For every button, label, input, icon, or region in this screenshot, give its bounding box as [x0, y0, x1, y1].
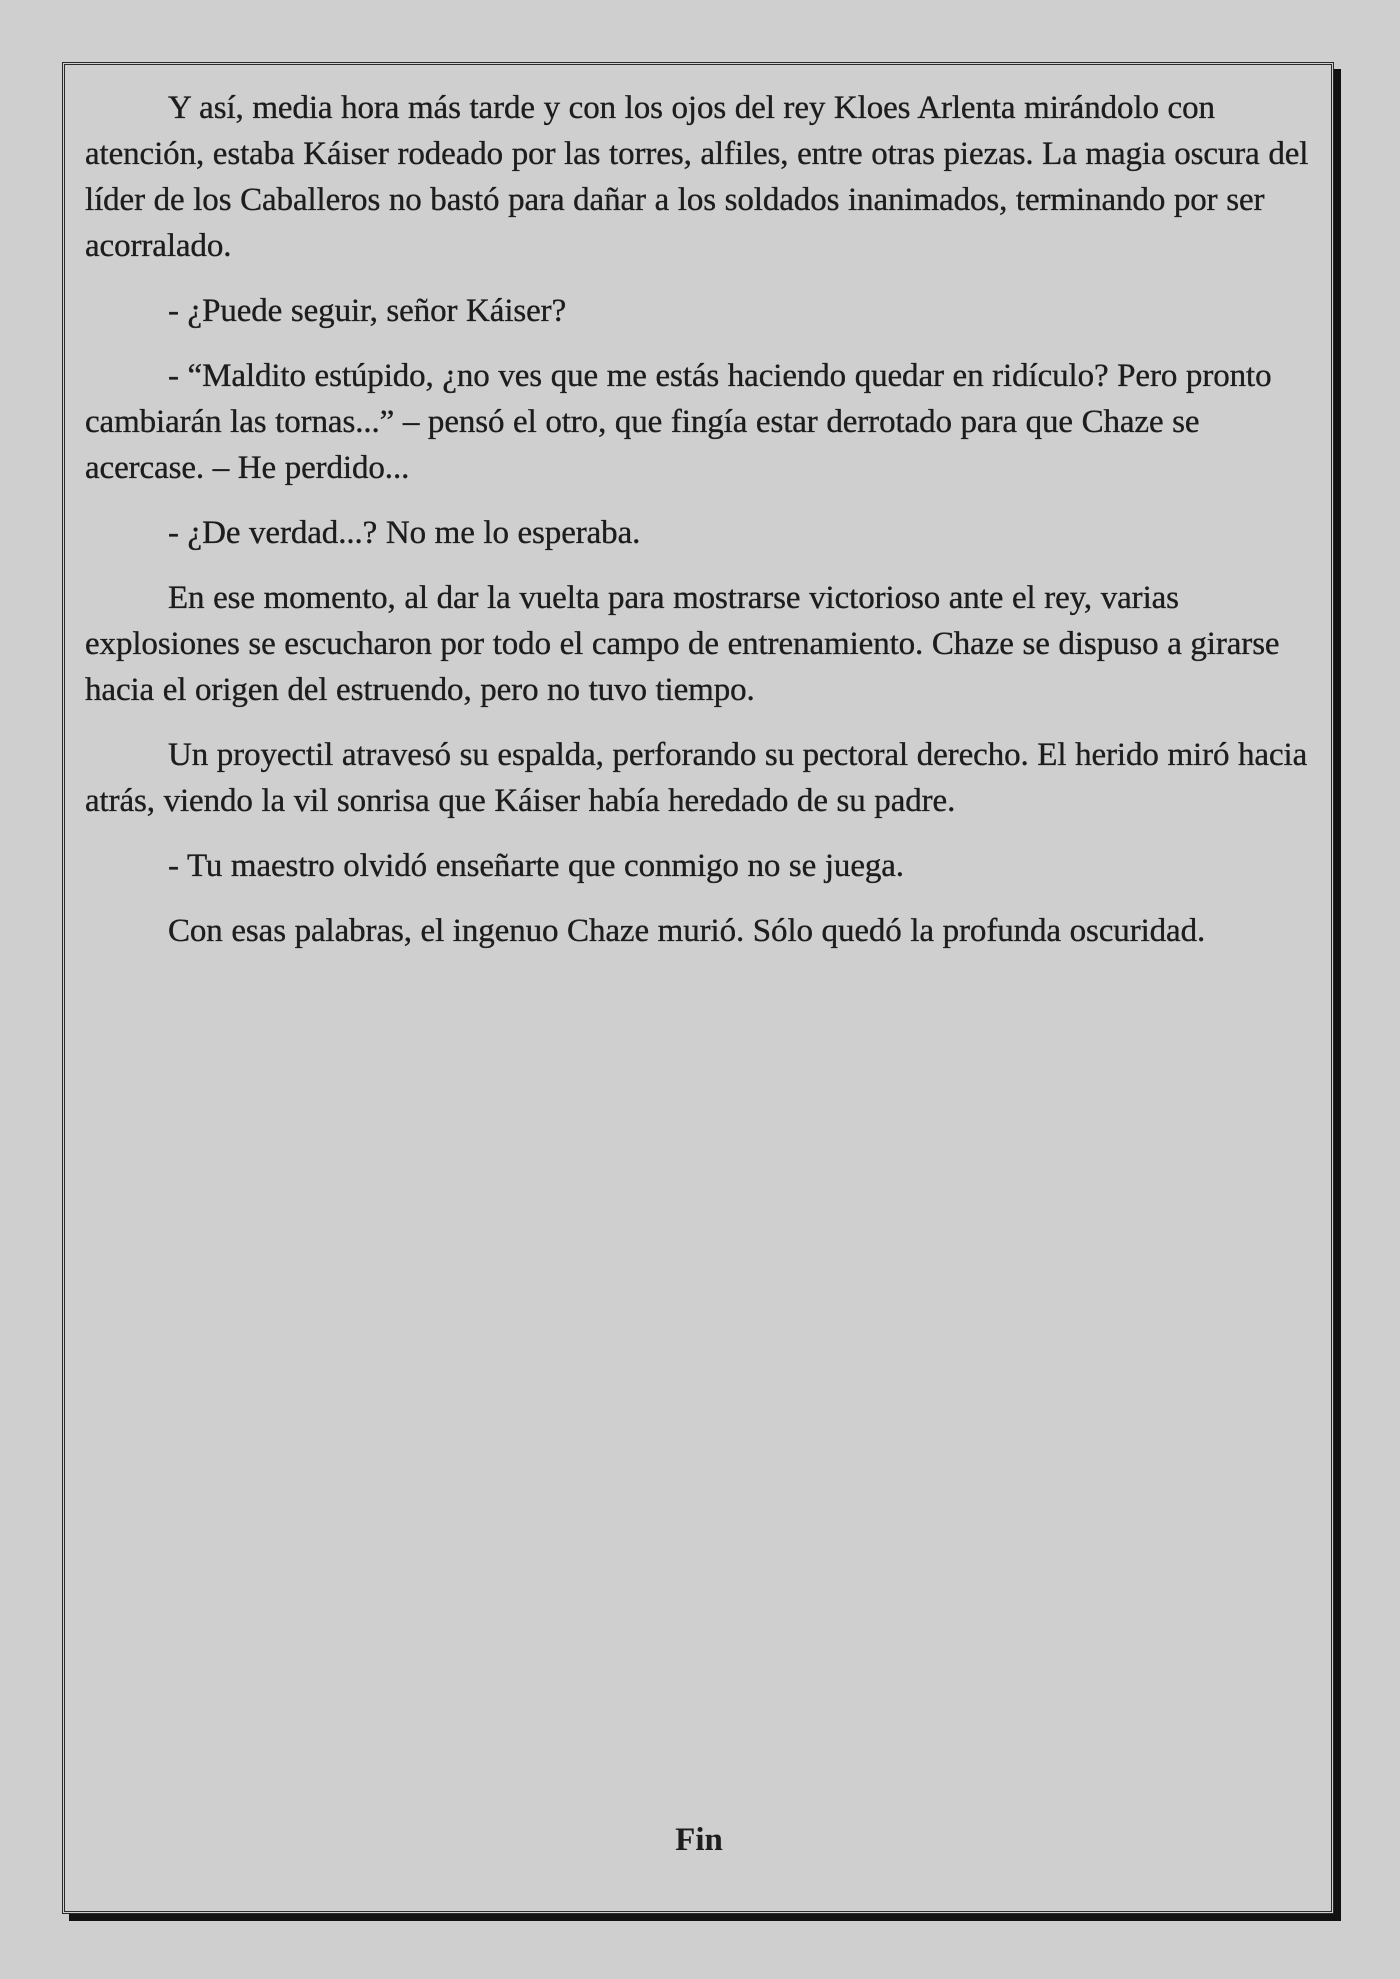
paragraph-3: - “Maldito estúpido, ¿no ves que me estás haciendo quedar en ridículo? Pero pronto cambiarán las tornas...” – pensó el otro, que fingía estar derrotado para que Chaze se acercase. – He perdido...: [85, 358, 1272, 486]
page-frame: [62, 62, 1334, 1914]
paragraph-1: Y así, media hora más tarde y con los ojos del rey Kloes Arlenta mirándolo con atención, estaba Káiser rodeado por las torres, alfiles, entre otras piezas. La magia oscura del líder de los Caballeros no bastó para dañar a los soldados inanimados, terminando por ser acorralado.: [85, 90, 1309, 264]
paragraph-8: Con esas palabras, el ingenuo Chaze murió. Sólo quedó la profunda oscuridad.: [168, 913, 1206, 949]
paragraph-5: En ese momento, al dar la vuelta para mostrarse victorioso ante el rey, varias explosiones se escucharon por todo el campo de entrenamiento. Chaze se dispuso a girarse hacia el origen del estruendo, pero no tuvo tiempo.: [85, 580, 1280, 708]
end-label: Fin: [675, 1822, 723, 1858]
paragraph-4: - ¿De verdad...? No me lo esperaba.: [168, 515, 641, 551]
paragraph-7: - Tu maestro olvidó enseñarte que conmigo no se juega.: [168, 848, 904, 884]
page-body: [85, 85, 1313, 1891]
paragraph-2: - ¿Puede seguir, señor Káiser?: [168, 293, 567, 329]
paragraph-6: Un proyectil atravesó su espalda, perforando su pectoral derecho. El herido miró hacia atrás, viendo la vil sonrisa que Káiser había heredado de su padre.: [85, 737, 1308, 819]
